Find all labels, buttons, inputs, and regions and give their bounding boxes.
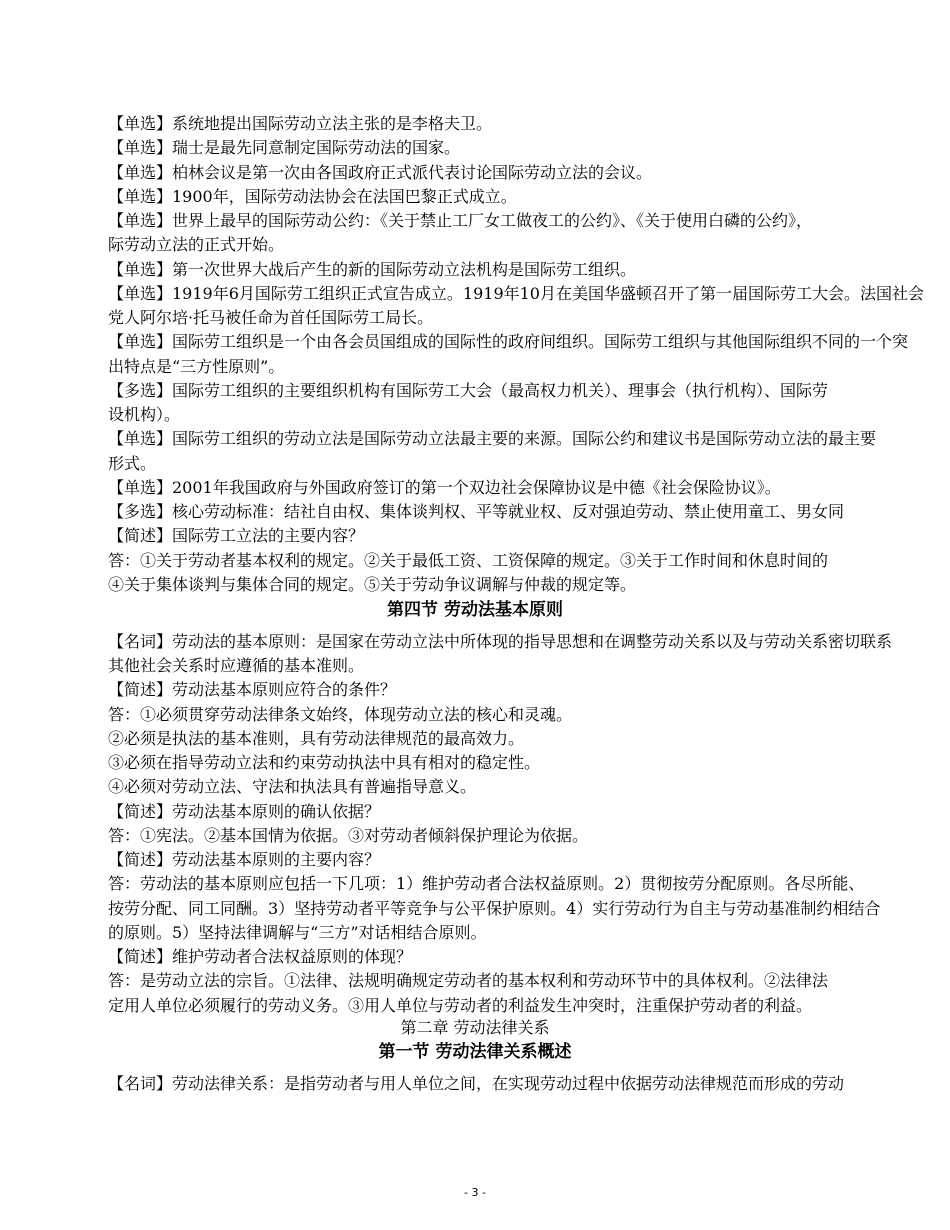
text-line: 【单选】瑞士是最先同意制定国际劳动法的国家。 [108,138,461,157]
text-line: 答：①宪法。②基本国情为依据。③对劳动者倾斜保护理论为依据。 [108,826,589,845]
page-number: - 3 - [464,1186,486,1199]
text-line: 答：①必须贯穿劳动法律条文始终，体现劳动立法的核心和灵魂。 [108,705,573,724]
text-line: 党人阿尔培·托马被任命为首任国际劳工局长。 [108,308,434,327]
text-line: 形式。 [108,454,157,473]
text-line: 出特点是“三方性原则”。 [108,357,285,376]
text-line: 答：①关于劳动者基本权利的规定。②关于最低工资、工资保障的规定。③关于工作时间和休息时间的 [108,551,829,570]
text-line: 答：劳动法的基本原则应包括一下几项：1）维护劳动者合法权益原则。2）贯彻按劳分配原则。各尽所能、 [108,874,865,893]
chapter-heading: 第二章 劳动法律关系 [400,1018,550,1037]
text-line: 按劳分配、同工同酬。3）坚持劳动者平等竞争与公平保护原则。4）实行劳动行为自主与劳动基准制约相结合 [108,899,881,918]
text-line: 【单选】国际劳工组织是一个由各会员国组成的国际性的政府间组织。国际劳工组织与其他国际组织不同的一个突 [108,332,909,351]
text-line: ④关于集体谈判与集体合同的规定。⑤关于劳动争议调解与仲裁的规定等。 [108,575,637,594]
text-line: 设机构）。 [108,405,181,424]
text-line: 际劳动立法的正式开始。 [108,235,285,254]
text-line: 【简述】劳动法基本原则的主要内容？ [108,850,381,869]
text-line: ③必须在指导劳动立法和约束劳动执法中具有相对的稳定性。 [108,753,541,772]
text-line: 【单选】1900年，国际劳动法协会在法国巴黎正式成立。 [108,187,517,206]
text-line: 【简述】维护劳动者合法权益原则的体现？ [108,947,413,966]
text-line: 【简述】劳动法基本原则的确认依据？ [108,802,381,821]
text-line: 【简述】国际劳工立法的主要内容？ [108,526,365,545]
text-line: 【单选】第一次世界大战后产生的新的国际劳动立法机构是国际劳工组织。 [108,260,637,279]
text-line: ②必须是执法的基本准则，具有劳动法律规范的最高效力。 [108,729,525,748]
text-line: 【单选】系统地提出国际劳动立法主张的是李格夫卫。 [108,114,493,133]
text-line: 【名词】劳动法律关系：是指劳动者与用人单位之间，在实现劳动过程中依据劳动法律规范而形成的劳动 [108,1074,845,1093]
text-line: ④必须对劳动立法、守法和执法具有普遍指导意义。 [108,777,477,796]
text-line: 【多选】核心劳动标准：结社自由权、集体谈判权、平等就业权、反对强迫劳动、禁止使用童工、男女同 [108,502,845,521]
text-line: 【单选】柏林会议是第一次由各国政府正式派代表讨论国际劳动立法的会议。 [108,163,653,182]
text-line: 【单选】2001年我国政府与外国政府签订的第一个双边社会保障协议是中德《社会保险协议》。 [108,478,781,497]
text-line: 答：是劳动立法的宗旨。①法律、法规明确规定劳动者的基本权利和劳动环节中的具体权利。②法律法 [108,971,829,990]
section-heading: 第一节 劳动法律关系概述 [378,1042,572,1062]
text-line: 定用人单位必须履行的劳动义务。③用人单位与劳动者的利益发生冲突时，注重保护劳动者的利益。 [108,996,813,1015]
text-line: 【单选】1919年6月国际劳工组织正式宣告成立。1919年10月在美国华盛顿召开了第一届国际劳工大会。法国社会 [108,284,924,303]
text-line: 其他社会关系时应遵循的基本准则。 [108,656,365,675]
text-line: 【简述】劳动法基本原则应符合的条件？ [108,680,397,699]
text-line: 【单选】世界上最早的国际劳动公约：《关于禁止工厂女工做夜工的公约》、《关于使用白磷的公约》， [108,211,813,230]
text-line: 的原则。5）坚持法律调解与“三方”对话相结合原则。 [108,923,487,942]
text-line: 【多选】国际劳工组织的主要组织机构有国际劳工大会（最高权力机关）、理事会（执行机构）、国际劳 [108,381,829,400]
text-line: 【名词】劳动法的基本原则：是国家在劳动立法中所体现的指导思想和在调整劳动关系以及与劳动关系密切联系 [108,632,893,651]
text-line: 【单选】国际劳工组织的劳动立法是国际劳动立法最主要的来源。国际公约和建议书是国际劳动立法的最主要 [108,429,877,448]
section-heading: 第四节 劳动法基本原则 [387,600,563,620]
